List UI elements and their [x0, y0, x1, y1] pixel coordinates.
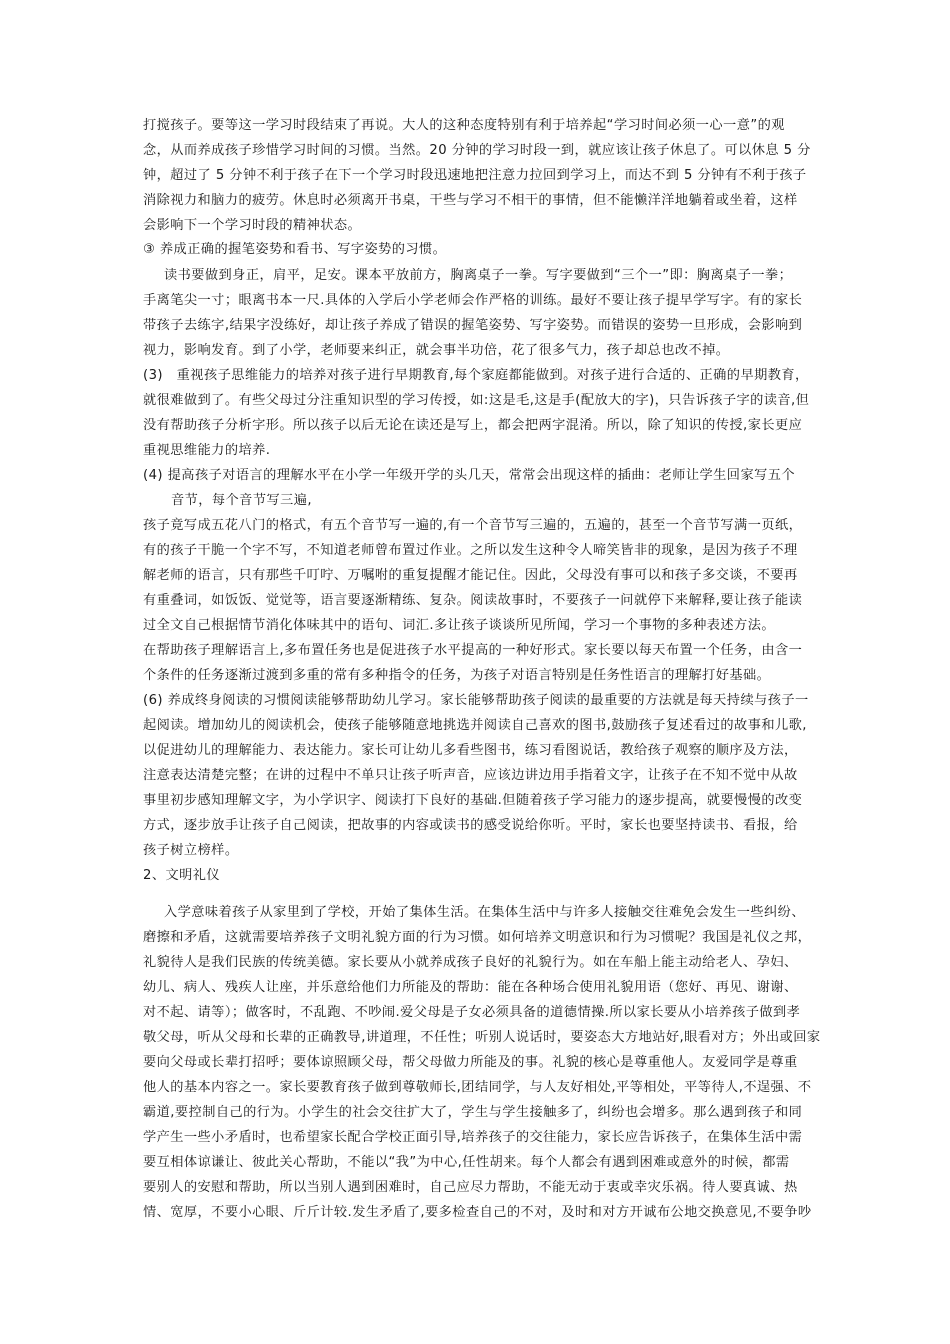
text-line: 消除视力和脑力的疲劳。休息时必须离开书桌，干些与学习不相干的事情，但不能懒洋洋地躺着或坐着，这样 [143, 193, 798, 208]
text-line: 孩子树立榜样。 [143, 843, 239, 858]
text-line: 钟，超过了 5 分钟不利于孩子在下一个学习时段迅速地把注意力拉回到学习上，而达不到 5 分钟有不利于孩子 [143, 168, 807, 183]
text-line: 过全文自己根据情节消化体味其中的语句、词汇.多让孩子谈谈所见所闻，学习一个事物的多种表述方法。 [143, 618, 775, 633]
text-line: 方式，逐步放手让孩子自己阅读，把故事的内容或读书的感受说给你听。平时，家长也要坚持读书、看报，给 [143, 818, 798, 833]
text-line: 要别人的安慰和帮助，所以当别人遇到困难时，自己应尽力帮助，不能无动于衷或幸灾乐祸。待人要真诚、热 [143, 1180, 798, 1195]
text-line: 要互相体谅谦让、彼此关心帮助，不能以“我”为中心,任性胡来。每个人都会有遇到困难或意外的时候，都需 [143, 1155, 790, 1170]
text-line: 孩子竟写成五花八门的格式，有五个音节写一遍的,有一个音节写三遍的，五遍的，甚至一个音节写满一页纸， [143, 518, 803, 533]
text-line: 注意表达清楚完整；在讲的过程中不单只让孩子听声音，应该边讲边用手指着文字，让孩子在不知不觉中从故 [143, 768, 798, 783]
section-heading: 2、文明礼仪 [143, 868, 221, 883]
text-line: 敬父母，听从父母和长辈的正确教导,讲道理，不任性；听别人说话时，要姿态大方地站好,眼看对方；外出或回家 [143, 1030, 821, 1045]
text-line: 对不起、请等）；做客时，不乱跑、不吵闹.爱父母是子女必须具备的道德情操.所以家长要从小培养孩子做到孝 [143, 1005, 801, 1020]
text-line: 幼儿、病人、残疾人让座，并乐意给他们力所能及的帮助：能在各种场合使用礼貌用语（您好、再见、谢谢、 [143, 980, 798, 995]
text-line: 有重叠词，如饭饭、觉觉等，语言要逐渐精练、复杂。阅读故事时，不要孩子一问就停下来解释,要让孩子能读 [143, 593, 803, 608]
text-line: 解老师的语言，只有那些千叮咛、万嘱咐的重复提醒才能记住。因此，父母没有事可以和孩子多交谈，不要再 [143, 568, 798, 583]
list-heading: (6) 养成终身阅读的习惯阅读能够帮助幼儿学习。家长能够帮助孩子阅读的最重要的方法就是每天持续与孩子一 [143, 693, 809, 708]
text-line: 手离笔尖一寸；眼离书本一尺.具体的入学后小学老师会作严格的训练。最好不要让孩子提早学写字。有的家长 [143, 293, 803, 308]
text-line: 就很难做到了。有些父母过分注重知识型的学习传授，如:这是毛,这是手(配放大的字)，只告诉孩子字的读音,但 [143, 393, 810, 408]
text-line: 起阅读。增加幼儿的阅读机会，使孩子能够随意地挑选并阅读自己喜欢的图书,鼓励孩子复述看过的故事和儿歌, [143, 718, 807, 733]
text-line: 音节，每个音节写三遍, [171, 493, 313, 508]
text-line: 会影响下一个学习时段的精神状态。 [143, 218, 362, 233]
text-line: 读书要做到身正，肩平，足安。课本平放前方，胸离桌子一拳。写字要做到“三个一”即：胸离桌子一拳； [164, 268, 793, 283]
text-line: 带孩子去练字,结果字没练好，却让孩子养成了错误的握笔姿势、写字姿势。而错误的姿势一旦形成，会影响到 [143, 318, 803, 333]
text-line: 念，从而养成孩子珍惜学习时间的习惯。当然。20 分钟的学习时段一到，就应该让孩子休息了。可以休息 5 分 [143, 143, 811, 158]
text-line: 情、宽厚，不要小心眼、斤斤计较.发生矛盾了,要多检查自己的不对，及时和对方开诚布公地交换意见,不要争吵 [143, 1205, 812, 1220]
text-line: 在帮助孩子理解语言上,多布置任务也是促进孩子水平提高的一种好形式。家长要以每天布置一个任务，由含一 [143, 643, 803, 658]
text-line: 事里初步感知理解文字，为小学识字、阅读打下良好的基础.但随着孩子学习能力的逐步提高，就要慢慢的改变 [143, 793, 803, 808]
text-line: 以促进幼儿的理解能力、表达能力。家长可让幼儿多看些图书，练习看图说话，教给孩子观察的顺序及方法， [143, 743, 798, 758]
text-line: 他人的基本内容之一。家长要教育孩子做到尊敬师长,团结同学，与人友好相处,平等相处，平等待人,不逞强、不 [143, 1080, 812, 1095]
text-line: 个条件的任务逐渐过渡到多重的常有多种指令的任务，为孩子对语言特别是任务性语言的理解打好基础。 [143, 668, 771, 683]
text-line: 磨擦和矛盾，这就需要培养孩子文明礼貌方面的行为习惯。如何培养文明意识和行为习惯呢？我国是礼仪之邦， [143, 930, 812, 945]
text-line: 重视思维能力的培养. [143, 443, 271, 458]
text-line: 霸道,要控制自己的行为。小学生的社会交往扩大了，学生与学生接触多了，纠纷也会增多。那么遇到孩子和同 [143, 1105, 803, 1120]
text-line: 有的孩子干脆一个字不写，不知道老师曾布置过作业。之所以发生这种令人啼笑皆非的现象，是因为孩子不理 [143, 543, 798, 558]
text-line: 礼貌待人是我们民族的传统美德。家长要从小就养成孩子良好的礼貌行为。如在车船上能主动给老人、孕妇、 [143, 955, 798, 970]
text-line: 要向父母或长辈打招呼；要体谅照顾父母，帮父母做力所能及的事。礼貌的核心是尊重他人。友爱同学是尊重 [143, 1055, 798, 1070]
list-heading: (4) 提高孩子对语言的理解水平在小学一年级开学的头几天，常常会出现这样的插曲：老师让学生回家写五个 [143, 468, 795, 483]
text-line: 学产生一些小矛盾时，也希望家长配合学校正面引导,培养孩子的交往能力，家长应告诉孩子，在集体生活中需 [143, 1130, 803, 1145]
text-line: 视力，影响发育。到了小学，老师要来纠正，就会事半功倍，花了很多气力，孩子却总也改不掉。 [143, 343, 730, 358]
list-heading: ③ 养成正确的握笔姿势和看书、写字姿势的习惯。 [143, 242, 447, 257]
text-line: 入学意味着孩子从家里到了学校，开始了集体生活。在集体生活中与许多人接触交往难免会发生一些纠纷、 [164, 905, 805, 920]
list-heading: (3) 重视孩子思维能力的培养对孩子进行早期教育,每个家庭都能做到。对孩子进行合适的、正确的早期教育， [143, 368, 809, 383]
text-line: 打搅孩子。要等这一学习时段结束了再说。大人的这种态度特别有利于培养起“学习时间必须一心一意”的观 [143, 118, 785, 133]
text-line: 没有帮助孩子分析字形。所以孩子以后无论在读还是写上，都会把两字混淆。所以，除了知识的传授,家长更应 [143, 418, 803, 433]
